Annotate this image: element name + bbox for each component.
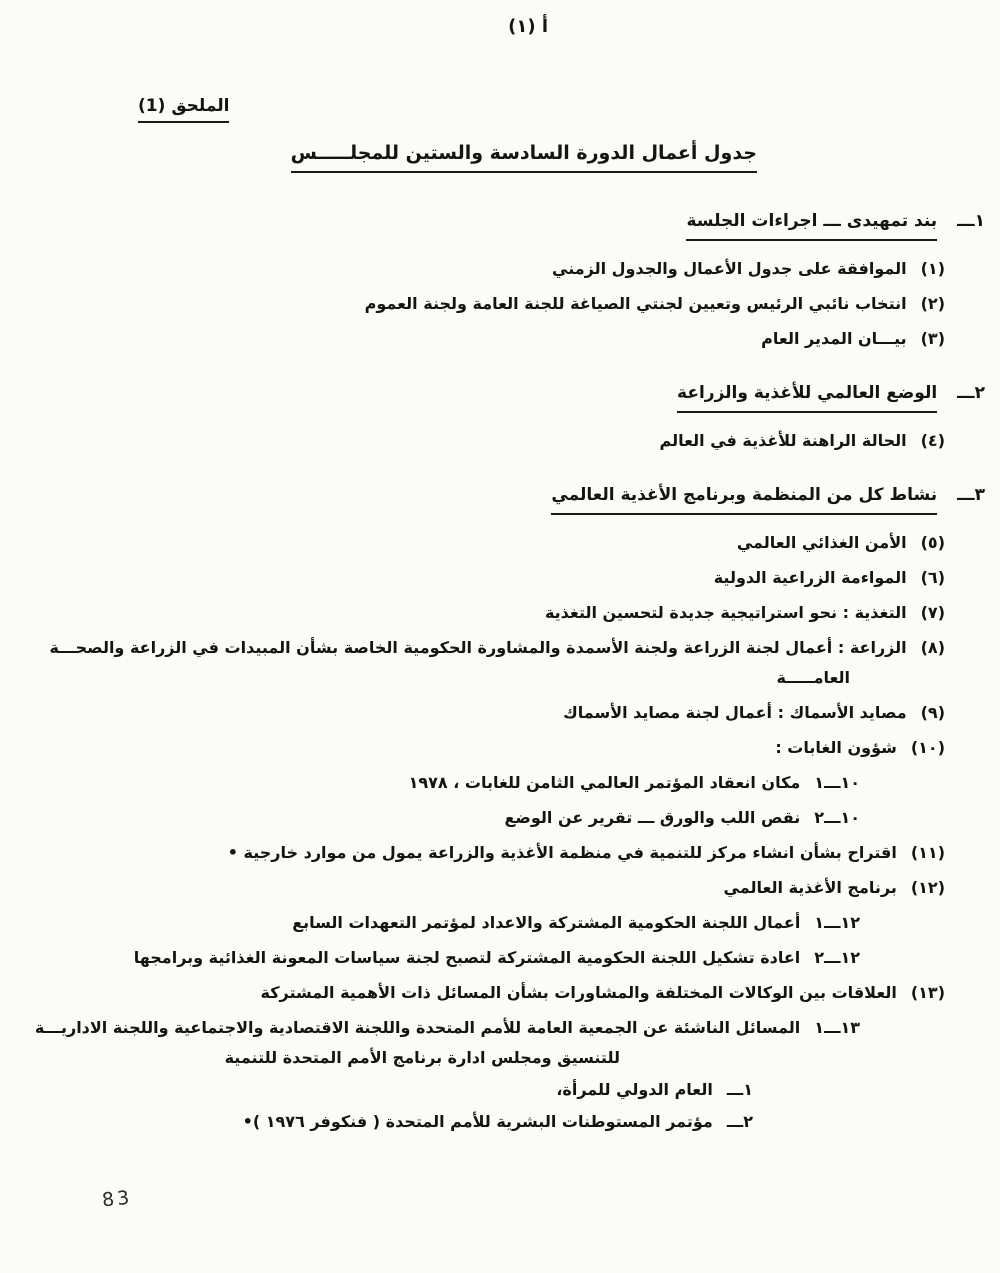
agenda-subsubitem-23 — [0, 1078, 1000, 1102]
agenda-item-12 — [0, 701, 1000, 725]
agenda-item-3 — [0, 327, 1000, 351]
line-text: العلاقات بين الوكالات المختلفة والمشاورات بشأن المسائل ذات الأهمية المشتركة — [260, 983, 897, 1002]
section-heading-0 — [0, 209, 1000, 241]
line-text: بند تمهيدى ـــ اجراءات الجلسة — [686, 209, 937, 241]
line-number: ١٢ـــ١ — [814, 913, 860, 932]
line-number: ٣ـــ — [957, 485, 985, 505]
line-text: برنامج الأغذية العالمي — [723, 878, 897, 897]
title-row — [0, 0, 1000, 173]
continuation-line-11 — [0, 666, 1000, 690]
line-number: (٤) — [920, 431, 945, 450]
agenda-subitem-19 — [0, 946, 1000, 970]
annex-label: الملحق (1) — [138, 96, 229, 123]
line-number: (١٠) — [910, 738, 945, 757]
agenda-item-13 — [0, 736, 1000, 760]
agenda-item-10 — [0, 636, 1000, 660]
agenda-item-20 — [0, 981, 1000, 1005]
line-text: نقص اللب والورق ـــ تقرير عن الوضع — [504, 808, 801, 827]
line-number: (١٣) — [910, 983, 945, 1002]
line-text: المواءمة الزراعية الدولية — [713, 568, 907, 587]
line-text: انتخاب نائبي الرئيس وتعيين لجنتي الصياغة للجنة العامة ولجنة العموم — [364, 294, 907, 313]
agenda-item-9 — [0, 601, 1000, 625]
line-text: مكان انعقاد المؤتمر العالمي الثامن للغابات ، ١٩٧٨ — [408, 773, 801, 792]
agenda-item-8 — [0, 566, 1000, 590]
agenda-item-5 — [0, 429, 1000, 453]
line-number: (٧) — [920, 603, 945, 622]
line-number: ١٠ـــ١ — [814, 773, 860, 792]
line-number: ١٢ـــ٢ — [814, 948, 860, 967]
line-number: (١٢) — [910, 878, 945, 897]
line-text: الأمن الغذائي العالمي — [736, 533, 907, 552]
line-text: العامـــــة — [776, 668, 850, 687]
line-text: المسائل الناشئة عن الجمعية العامة للأمم المتحدة واللجنة الاقتصادية والاجتماعية واللجنة الاداريـــة — [34, 1018, 801, 1037]
line-number: (٢) — [920, 294, 945, 313]
page-title: جدول أعمال الدورة السادسة والستين للمجلـــــس — [291, 142, 757, 173]
line-number: (١١) — [910, 843, 945, 862]
page-number: 83 — [100, 1186, 134, 1212]
page-corner-mark: أ (١) — [508, 16, 548, 37]
agenda-item-1 — [0, 257, 1000, 281]
agenda-list — [0, 209, 1000, 1134]
line-text: الوضع العالمي للأغذية والزراعة — [677, 381, 937, 413]
line-text: بيـــان المدير العام — [761, 329, 907, 348]
line-text: العام الدولي للمرأة، — [556, 1080, 713, 1099]
line-text: الزراعة : أعمال لجنة الزراعة ولجنة الأسمدة والمشاورة الحكومية الخاصة بشأن المبيدات في الزراعة والصحـــة — [49, 638, 907, 657]
section-heading-4 — [0, 381, 1000, 413]
line-text: مؤتمر المستوطنات البشرية للأمم المتحدة ( فنكوفر ١٩٧٦ )• — [242, 1112, 713, 1131]
continuation-line-22 — [0, 1046, 1000, 1070]
line-text: الحالة الراهنة للأغذية في العالم — [659, 431, 907, 450]
line-number: ١٠ـــ٢ — [814, 808, 860, 827]
line-number: (٨) — [920, 638, 945, 657]
agenda-item-16 — [0, 841, 1000, 865]
agenda-item-2 — [0, 292, 1000, 316]
line-text: الموافقة على جدول الأعمال والجدول الزمني — [552, 259, 907, 278]
line-number: ١٣ـــ١ — [814, 1018, 860, 1037]
line-text: التغذية : نحو استراتيجية جديدة لتحسين التغذية — [544, 603, 907, 622]
agenda-subitem-14 — [0, 771, 1000, 795]
line-text: شؤون الغابات : — [775, 738, 897, 757]
line-text: اقتراح بشأن انشاء مركز للتنمية في منظمة الأغذية والزراعة يمول من موارد خارجية • — [227, 843, 897, 862]
line-number: (٦) — [920, 568, 945, 587]
agenda-item-7 — [0, 531, 1000, 555]
line-number: (٥) — [920, 533, 945, 552]
line-number: ٢ـــ — [726, 1112, 753, 1131]
agenda-item-17 — [0, 876, 1000, 900]
line-text: للتنسيق ومجلس ادارة برنامج الأمم المتحدة للتنمية — [224, 1048, 620, 1067]
line-number: (١) — [920, 259, 945, 278]
line-number: (٣) — [920, 329, 945, 348]
section-heading-6 — [0, 483, 1000, 515]
line-text: مصايد الأسماك : أعمال لجنة مصايد الأسماك — [563, 703, 907, 722]
line-text: نشاط كل من المنظمة وبرنامج الأغذية العالمي — [551, 483, 937, 515]
line-number: ٢ـــ — [957, 383, 985, 403]
line-number: ١ـــ — [726, 1080, 753, 1099]
line-text: أعمال اللجنة الحكومية المشتركة والاعداد لمؤتمر التعهدات السابع — [292, 913, 801, 932]
line-text: اعادة تشكيل اللجنة الحكومية المشتركة لتصبح لجنة سياسات المعونة الغذائية وبرامجها — [133, 948, 801, 967]
agenda-subitem-15 — [0, 806, 1000, 830]
agenda-subsubitem-24 — [0, 1110, 1000, 1134]
line-number: (٩) — [920, 703, 945, 722]
agenda-subitem-18 — [0, 911, 1000, 935]
agenda-subitem-21 — [0, 1016, 1000, 1040]
line-number: ١ـــ — [957, 211, 985, 231]
